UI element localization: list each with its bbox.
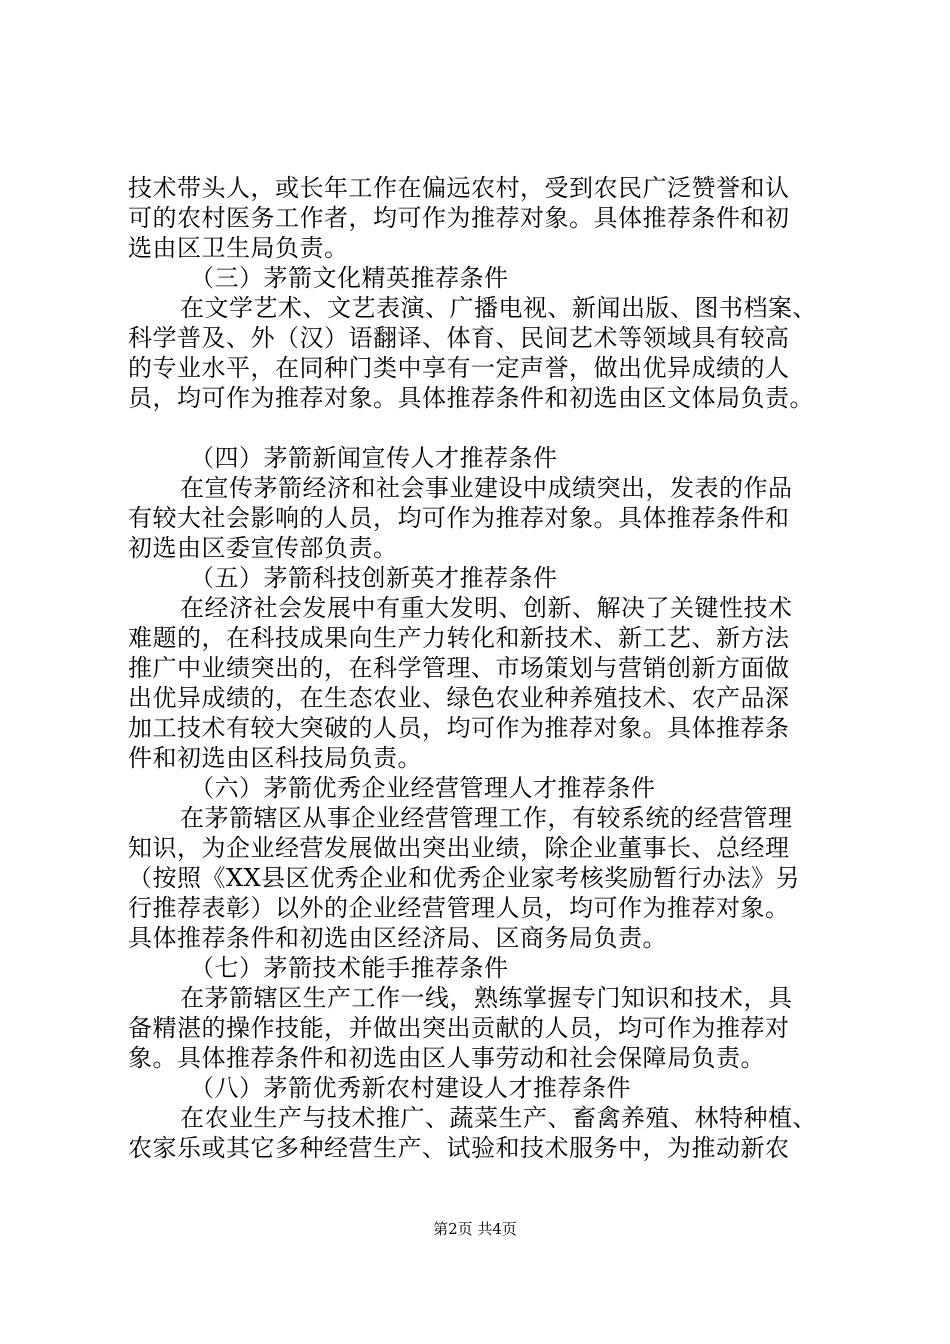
section-heading-4: （四）茅箭新闻宣传人才推荐条件	[190, 444, 558, 472]
section-heading-3: （三）茅箭文化精英推荐条件	[190, 264, 509, 292]
body-line: 选由区卫生局负责。	[128, 234, 349, 262]
body-line: 在茅箭辖区从事企业经营管理工作，有较系统的经营管理	[180, 804, 793, 832]
body-line: （按照《XX县区优秀企业和优秀企业家考核奖励暂行办法》另	[128, 864, 801, 892]
document-body	[128, 173, 838, 1163]
body-line: 在茅箭辖区生产工作一线，熟练掌握专门知识和技术，具	[180, 984, 793, 1012]
body-line: 在宣传茅箭经济和社会事业建设中成绩突出，发表的作品	[180, 474, 793, 502]
body-line: 件和初选由区科技局负责。	[128, 744, 422, 772]
body-line: 初选由区委宣传部负责。	[128, 534, 398, 562]
body-line: 可的农村医务工作者，均可作为推荐对象。具体推荐条件和初	[128, 204, 790, 232]
body-line: 备精湛的操作技能，并做出突出贡献的人员，均可作为推荐对	[128, 1014, 790, 1042]
body-line: 加工技术有较大突破的人员，均可作为推荐对象。具体推荐条	[128, 714, 790, 742]
section-heading-6: （六）茅箭优秀企业经营管理人才推荐条件	[190, 774, 656, 802]
body-line: 农家乐或其它多种经营生产、试验和技术服务中，为推动新农	[128, 1134, 790, 1162]
body-line: 具体推荐条件和初选由区经济局、区商务局负责。	[128, 924, 667, 952]
body-line: 出优异成绩的，在生态农业、绿色农业种养殖技术、农产品深	[128, 684, 790, 712]
section-heading-5: （五）茅箭科技创新英才推荐条件	[190, 564, 558, 592]
paragraph-gap	[128, 413, 838, 443]
body-line: 行推荐表彰）以外的企业经营管理人员，均可作为推荐对象。	[128, 894, 790, 922]
body-line: 的专业水平，在同种门类中享有一定声誉，做出优异成绩的人	[128, 354, 790, 382]
body-line: 在经济社会发展中有重大发明、创新、解决了关键性技术	[180, 594, 793, 622]
body-line: 推广中业绩突出的，在科学管理、市场策划与营销创新方面做	[128, 654, 790, 682]
page-indicator: 第2页 共4页	[433, 1220, 517, 1238]
body-line: 科学普及、外（汉）语翻译、体育、民间艺术等领域具有较高	[128, 324, 790, 352]
section-heading-7: （七）茅箭技术能手推荐条件	[190, 954, 509, 982]
body-line: 技术带头人，或长年工作在偏远农村，受到农民广泛赞誉和认	[128, 174, 790, 202]
body-line: 难题的，在科技成果向生产力转化和新技术、新工艺、新方法	[128, 624, 790, 652]
body-line: 知识，为企业经营发展做出突出业绩，除企业董事长、总经理	[128, 834, 790, 862]
body-line: 象。具体推荐条件和初选由区人事劳动和社会保障局负责。	[128, 1044, 765, 1072]
body-line: 在文学艺术、文艺表演、广播电视、新闻出版、图书档案、	[180, 294, 817, 322]
body-line: 员，均可作为推荐对象。具体推荐条件和初选由区文体局负责。	[128, 384, 814, 412]
page-footer	[0, 1219, 950, 1239]
body-line: 在农业生产与技术推广、蔬菜生产、畜禽养殖、林特种植、	[180, 1104, 817, 1132]
body-line: 有较大社会影响的人员，均可作为推荐对象。具体推荐条件和	[128, 504, 790, 532]
section-heading-8: （八）茅箭优秀新农村建设人才推荐条件	[190, 1074, 631, 1102]
